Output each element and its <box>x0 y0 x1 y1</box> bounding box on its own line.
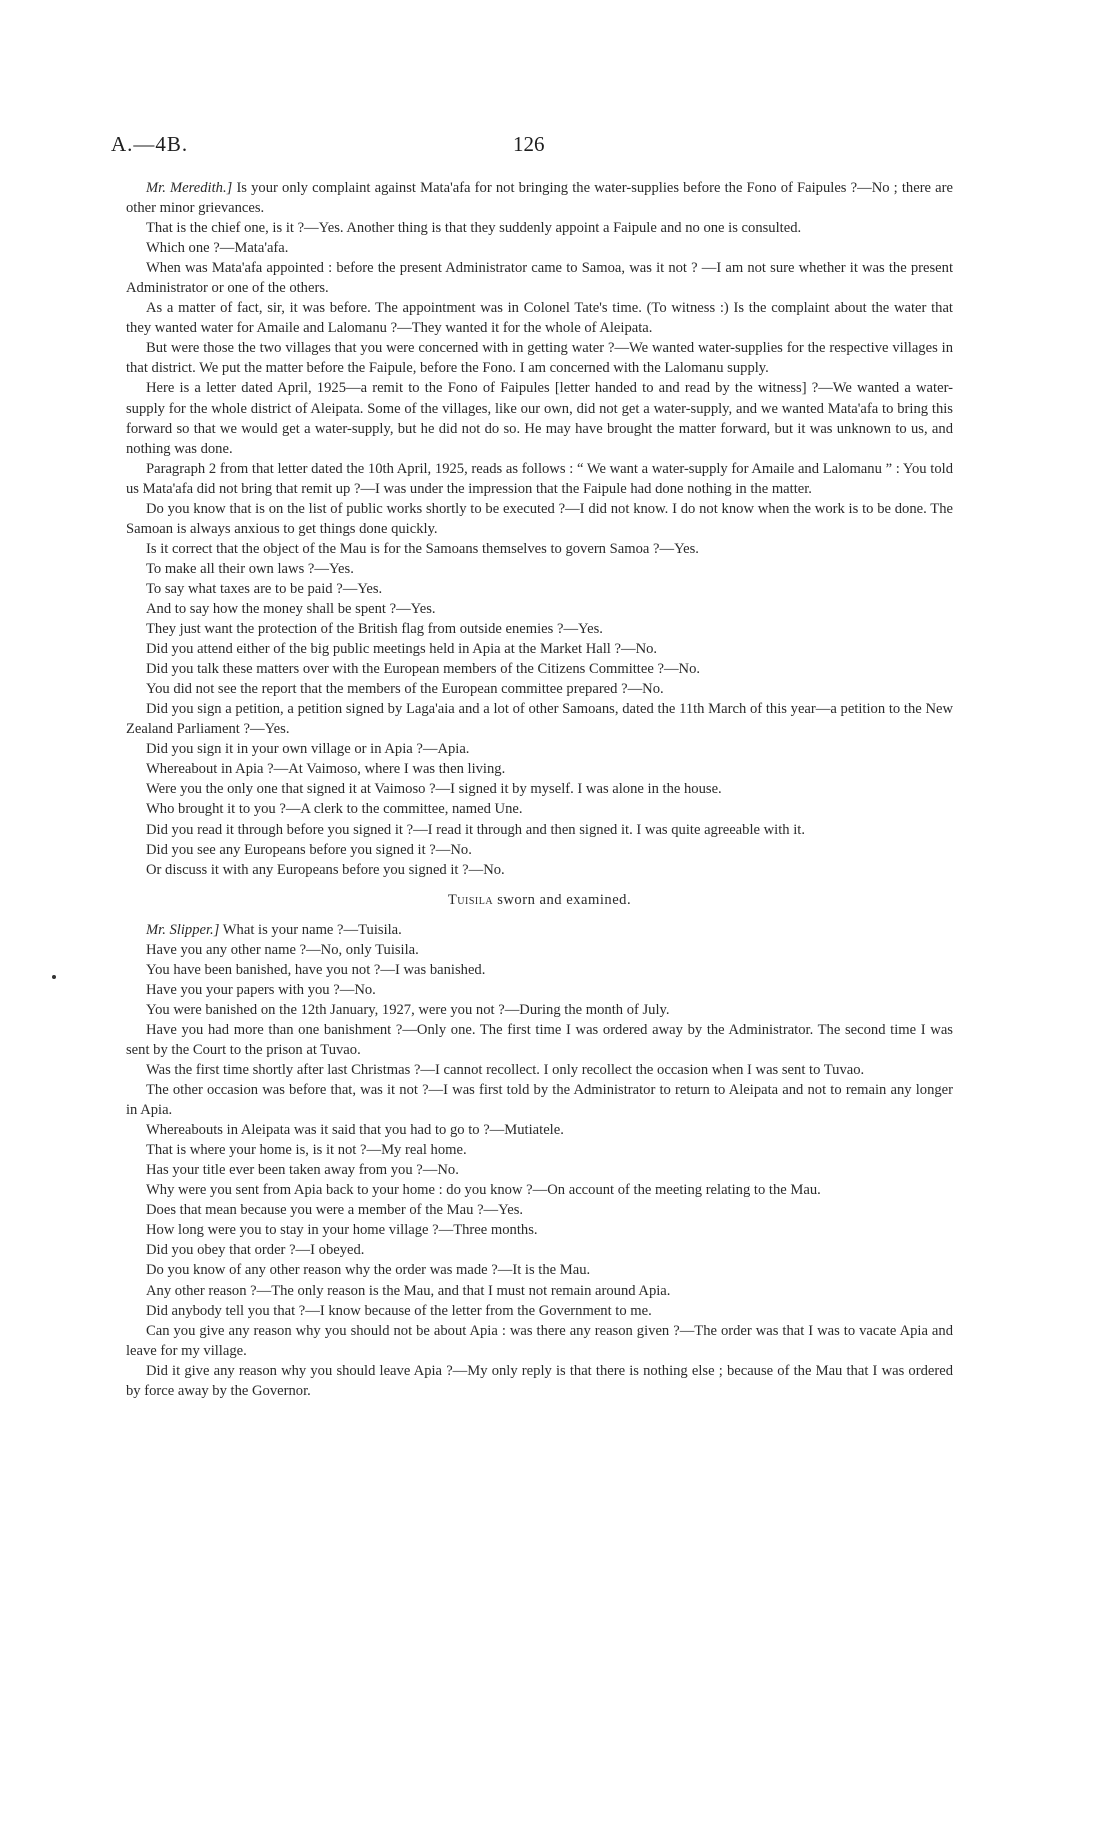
paragraph <box>126 1180 953 1200</box>
paragraph <box>126 679 953 699</box>
paragraph <box>126 539 953 559</box>
paragraph <box>126 659 953 679</box>
paragraph <box>126 258 953 298</box>
paragraph-text: Has your title ever been taken away from you ?—No. <box>146 1162 459 1179</box>
testimony-part-1 <box>126 178 953 880</box>
paragraph-text: Did you talk these matters over with the European members of the Citizens Committee ?—No. <box>146 661 701 678</box>
paragraph-text: Why were you sent from Apia back to your home : do you know ?—On account of the meeting relating to the Mau. <box>146 1182 821 1199</box>
speaker-name: Mr. Meredith.] <box>146 180 233 196</box>
paragraph <box>126 1120 953 1140</box>
paragraph-text: Were you the only one that signed it at Vaimoso ?—I signed it by myself. I was alone in the house. <box>146 781 722 798</box>
paragraph-text: As a matter of fact, sir, it was before. The appointment was in Colonel Tate's time. (To witness :) Is the complaint about the water that they wanted water for Amaile and Lalomanu ?—They wanted it for the whole of Aleipata. <box>126 300 953 337</box>
paragraph-text: Did it give any reason why you should leave Apia ?—My only reply is that there is nothing else ; because of the Mau that I was ordered by force away by the Governor. <box>126 1362 953 1399</box>
paragraph-text: Did you obey that order ?—I obeyed. <box>146 1242 365 1259</box>
page-number: 126 <box>513 132 545 156</box>
paragraph <box>126 1321 953 1361</box>
paragraph <box>126 940 953 960</box>
paragraph-text: Did you attend either of the big public meetings held in Apia at the Market Hall ?—No. <box>146 641 658 658</box>
paragraph-text: Have you any other name ?—No, only Tuisila. <box>146 941 419 958</box>
paragraph-text: Can you give any reason why you should not be about Apia : was there any reason given ?—The order was that I was to vacate Apia and leave for my village. <box>126 1322 953 1359</box>
paragraph-text: To make all their own laws ?—Yes. <box>146 560 354 577</box>
paragraph-text: Any other reason ?—The only reason is the Mau, and that I must not remain around Apia. <box>146 1282 671 1299</box>
paragraph <box>126 920 953 940</box>
paragraph-text: Who brought it to you ?—A clerk to the committee, named Une. <box>146 801 523 818</box>
witness-name: Tuisila <box>447 891 494 908</box>
paragraph <box>126 820 953 840</box>
paragraph <box>126 579 953 599</box>
document-reference: A.—4B. <box>111 132 189 156</box>
paragraph-text: You have been banished, have you not ?—I was banished. <box>146 961 486 978</box>
paragraph-text: You were banished on the 12th January, 1927, were you not ?—During the month of July. <box>146 1001 670 1018</box>
paragraph-text: Whereabout in Apia ?—At Vaimoso, where I was then living. <box>146 761 506 778</box>
paragraph-text: When was Mata'afa appointed : before the present Administrator came to Samoa, was it not ? —I am not sure whether it was the present Administrator or one of the others. <box>126 260 953 297</box>
paragraph <box>126 1361 953 1401</box>
paragraph-text: Which one ?—Mata'afa. <box>146 240 289 257</box>
paragraph-text: Paragraph 2 from that letter dated the 10th April, 1925, reads as follows : “ We want a water-supply for Amaile and Lalomanu ” : You told us Mata'afa did not bring that remit up ?—I was under the impression that the Faipule had done nothing in the matter. <box>126 460 953 497</box>
paragraph <box>126 378 953 458</box>
paragraph-text: Here is a letter dated April, 1925—a remit to the Fono of Faipules [letter handed to and read by the witness] ?—We wanted a water-supply for the whole district of Aleipata. Some of the villages, like our own, did not get a water-supply, and we wanted Mata'afa to bring this forward so that we would get a water-supply, but he did not do so. He may have brought the matter forward, but it was unknown to us, and nothing was done. <box>126 380 953 457</box>
paragraph-text: Whereabouts in Aleipata was it said that you had to go to ?—Mutiatele. <box>146 1122 564 1139</box>
section-heading <box>126 890 953 910</box>
paragraph-text: To say what taxes are to be paid ?—Yes. <box>146 580 383 597</box>
paragraph-text: That is the chief one, is it ?—Yes. Another thing is that they suddenly appoint a Faipule and no one is consulted. <box>146 220 802 237</box>
paragraph <box>126 1060 953 1080</box>
paragraph <box>126 238 953 258</box>
paragraph <box>126 1200 953 1220</box>
paragraph <box>126 338 953 378</box>
paragraph-text: Have you had more than one banishment ?—Only one. The first time I was ordered away by the Administrator. The second time I was sent by the Court to the prison at Tuvao. <box>126 1021 953 1058</box>
paragraph-text: How long were you to stay in your home village ?—Three months. <box>146 1222 538 1239</box>
paragraph <box>126 699 953 739</box>
paragraph-text: Did you read it through before you signed it ?—I read it through and then signed it. I was quite agreeable with it. <box>146 821 805 838</box>
paragraph <box>126 759 953 779</box>
paragraph-text: Was the first time shortly after last Christmas ?—I cannot recollect. I only recollect the occasion when I was sent to Tuvao. <box>146 1062 865 1079</box>
section-heading-rest: sworn and examined. <box>493 891 632 908</box>
paragraph-text: Do you know of any other reason why the order was made ?—It is the Mau. <box>146 1262 591 1279</box>
paragraph <box>126 559 953 579</box>
paragraph-text: But were those the two villages that you were concerned with in getting water ?—We wanted water-supplies for the respective villages in that district. We put the matter before the Faipule, before the Fono. I am concerned with the Lalomanu supply. <box>126 340 953 377</box>
paragraph <box>126 1020 953 1060</box>
paragraph-text: Did you sign a petition, a petition signed by Laga'aia and a lot of other Samoans, dated the 11th March of this year—a petition to the New Zealand Parliament ?—Yes. <box>126 701 953 738</box>
paragraph <box>126 1281 953 1301</box>
paragraph-text: That is where your home is, is it not ?—My real home. <box>146 1142 467 1159</box>
paragraph <box>126 1301 953 1321</box>
paragraph <box>126 860 953 880</box>
paragraph-text: Or discuss it with any Europeans before you signed it ?—No. <box>146 861 505 878</box>
paragraph <box>126 960 953 980</box>
paragraph-text: And to say how the money shall be spent ?—Yes. <box>146 600 436 617</box>
paragraph-text: Did you sign it in your own village or in Apia ?—Apia. <box>146 741 470 758</box>
paragraph <box>126 599 953 619</box>
paragraph-text: Does that mean because you were a member of the Mau ?—Yes. <box>146 1202 524 1219</box>
paragraph <box>126 840 953 860</box>
paragraph <box>126 639 953 659</box>
paragraph <box>126 178 953 218</box>
paragraph-text: Did you see any Europeans before you signed it ?—No. <box>146 841 472 858</box>
paragraph <box>126 1080 953 1120</box>
speaker-name: Mr. Slipper.] <box>146 921 220 938</box>
paragraph <box>126 1140 953 1160</box>
paragraph <box>126 619 953 639</box>
paragraph-text: What is your name ?—Tuisila. <box>219 921 402 938</box>
paragraph-text: The other occasion was before that, was it not ?—I was first told by the Administrator to return to Aleipata and not to remain any longer in Apia. <box>126 1082 953 1119</box>
document-body <box>126 178 953 1401</box>
testimony-part-2 <box>126 920 953 1401</box>
paragraph <box>126 1160 953 1180</box>
paragraph <box>126 1240 953 1260</box>
paragraph-text: Did anybody tell you that ?—I know because of the letter from the Government to me. <box>146 1302 652 1319</box>
paragraph <box>126 799 953 819</box>
paragraph-text: Do you know that is on the list of public works shortly to be executed ?—I did not know. I do not know when the work is to be done. The Samoan is always anxious to get things done quickly. <box>126 500 953 537</box>
paragraph <box>126 459 953 499</box>
paragraph <box>126 980 953 1000</box>
paragraph <box>126 298 953 338</box>
paragraph-text: You did not see the report that the members of the European committee prepared ?—No. <box>146 681 664 698</box>
paragraph <box>126 499 953 539</box>
paragraph <box>126 739 953 759</box>
paragraph <box>126 218 953 238</box>
paragraph-text: Have you your papers with you ?—No. <box>146 981 376 998</box>
paragraph-text: Is your only complaint against Mata'afa for not bringing the water-supplies before the Fono of Faipules ?—No ; there are other minor grievances. <box>126 180 953 217</box>
paragraph <box>126 1260 953 1280</box>
margin-mark <box>52 975 56 979</box>
paragraph <box>126 779 953 799</box>
paragraph-text: Is it correct that the object of the Mau is for the Samoans themselves to govern Samoa ?—Yes. <box>146 540 699 557</box>
paragraph-text: They just want the protection of the British flag from outside enemies ?—Yes. <box>146 621 603 638</box>
paragraph <box>126 1000 953 1020</box>
paragraph <box>126 1220 953 1240</box>
